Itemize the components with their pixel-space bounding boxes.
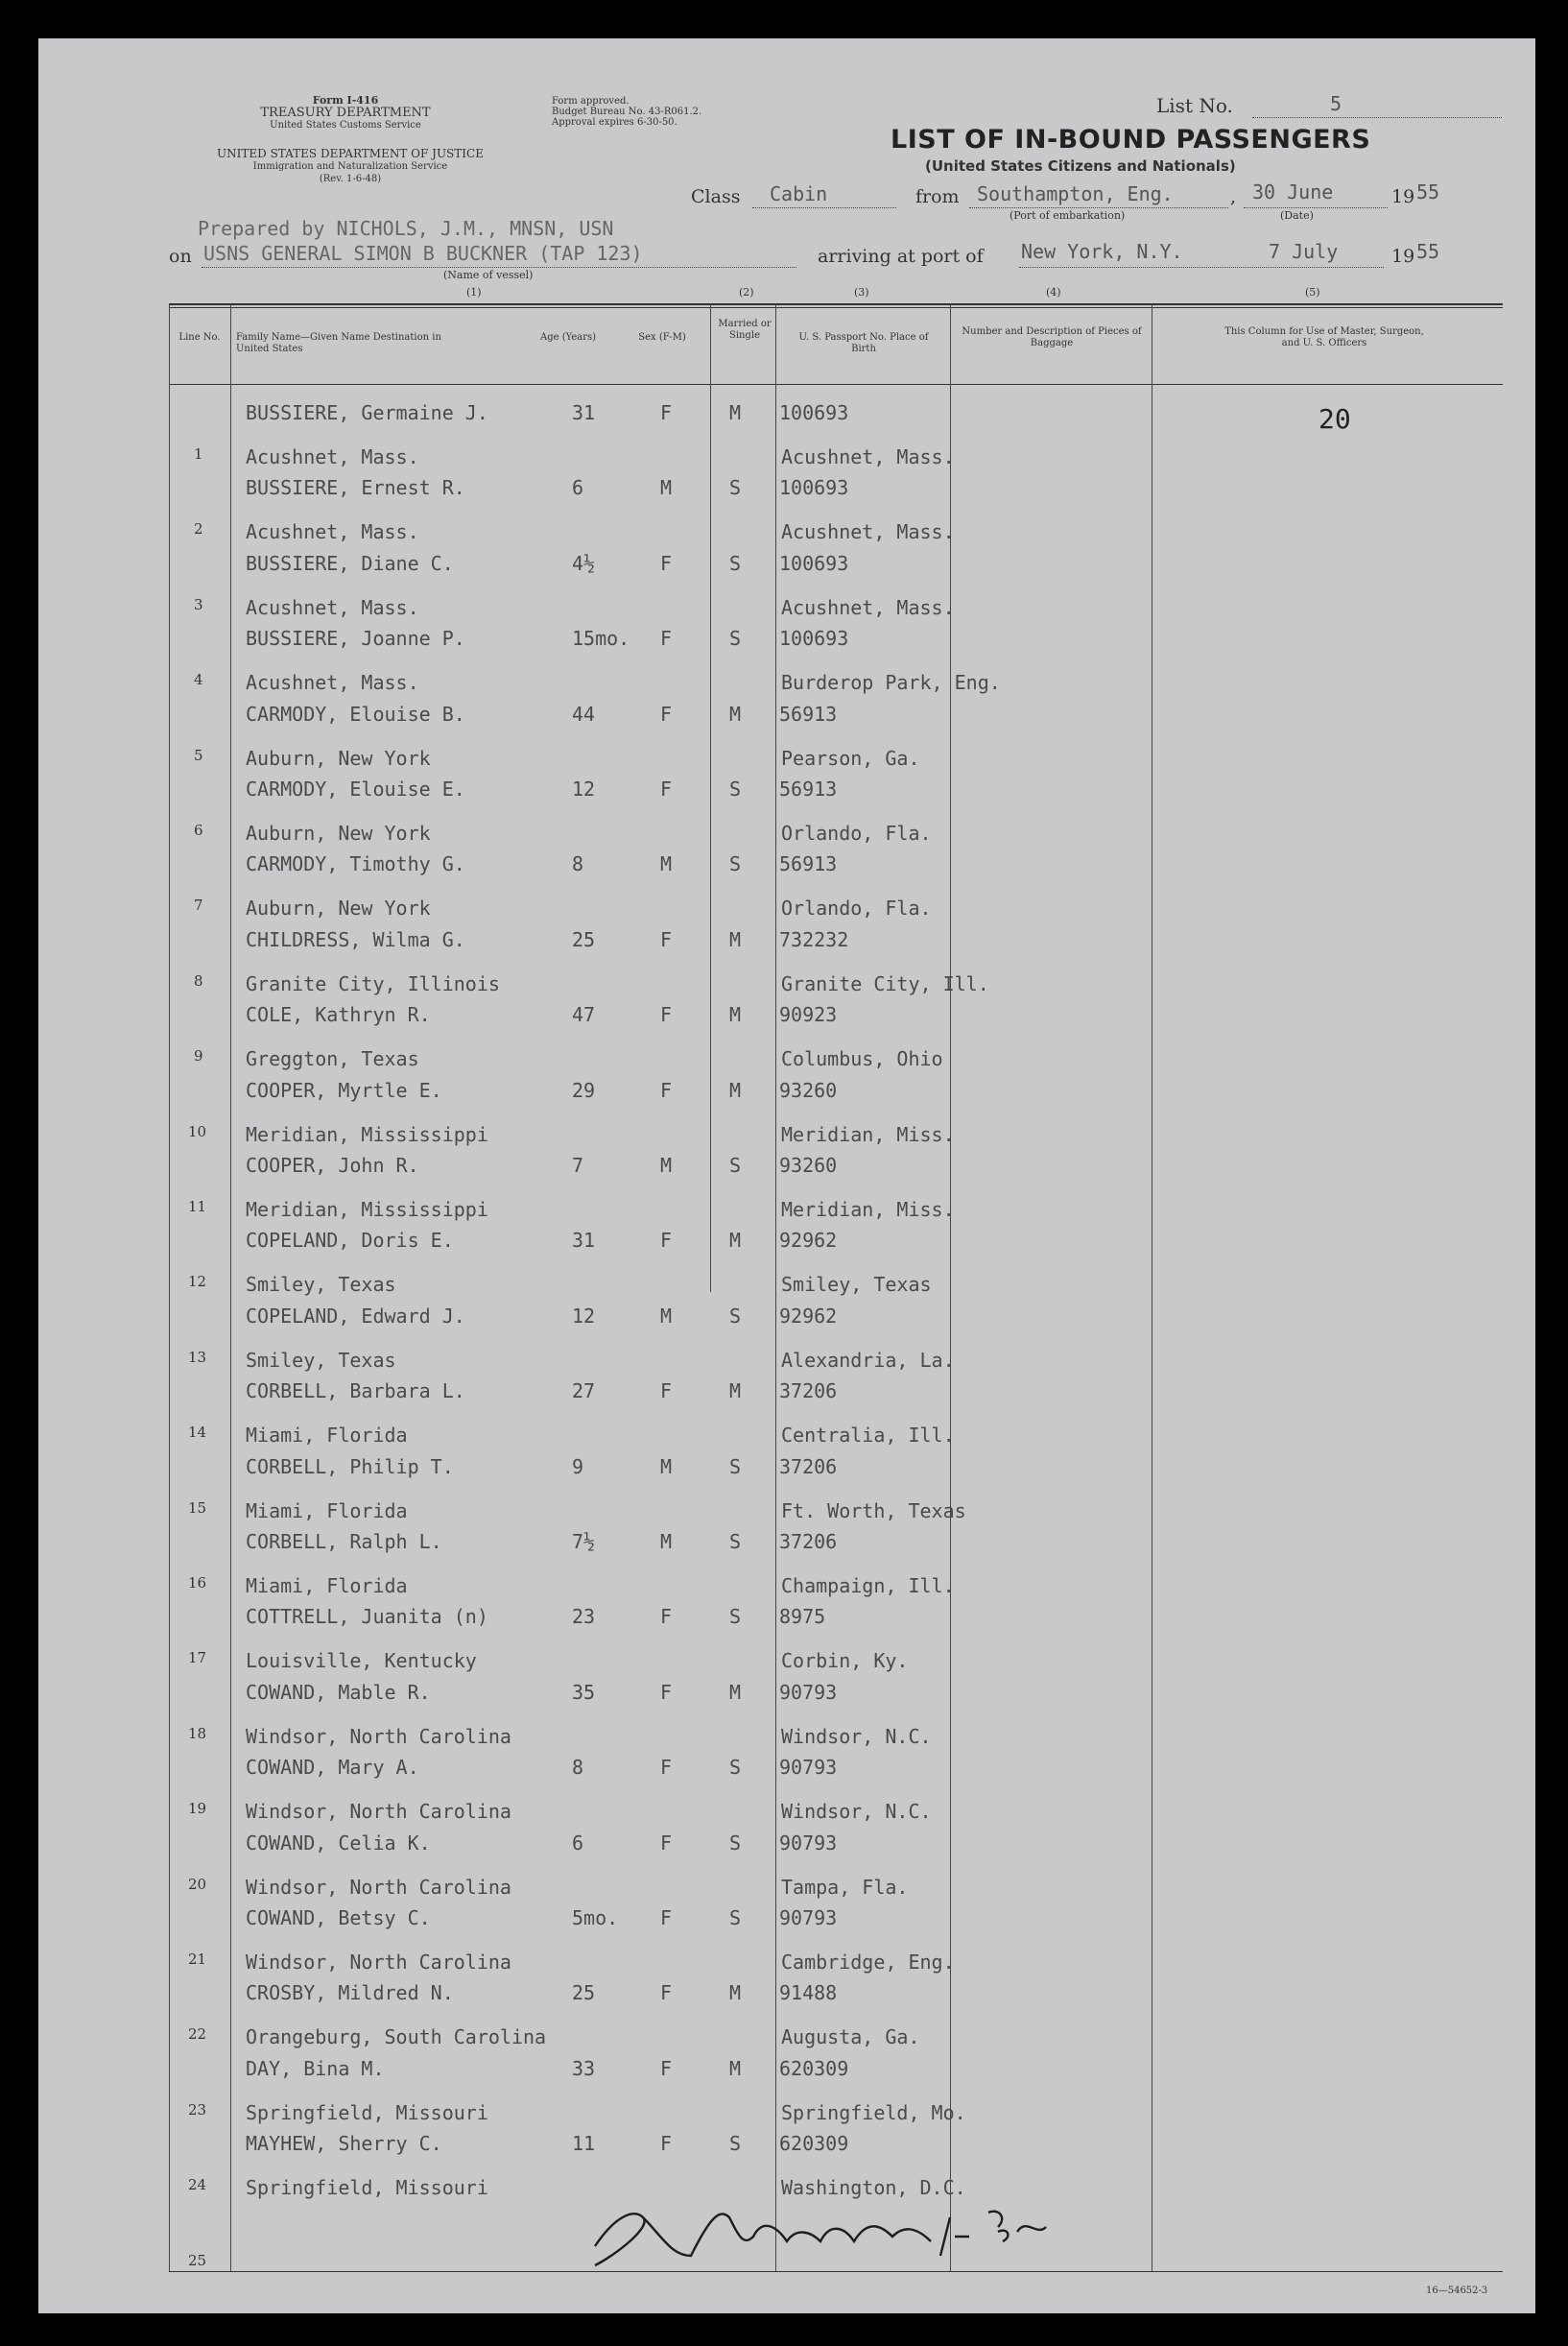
justice-dept-block [163, 148, 537, 185]
passenger-marital: S [729, 1530, 742, 1553]
passenger-name: COLE, Kathryn R. [246, 1003, 431, 1027]
passenger-age: 47 [572, 1003, 596, 1027]
passenger-age: 29 [572, 1078, 596, 1102]
approval-line: Budget Bureau No. 43-R061.2. [552, 107, 702, 117]
place-of-birth: Orlando, Fla. [781, 822, 932, 845]
line-number: 15 [188, 1498, 207, 1517]
destination: Windsor, North Carolina [246, 1800, 511, 1824]
passenger-name: CORBELL, Barbara L. [246, 1379, 465, 1403]
passenger-marital: S [729, 2132, 742, 2156]
passport-number: 92962 [779, 1229, 838, 1253]
departure-date: 30 June [1252, 180, 1334, 203]
destination: Acushnet, Mass. [246, 671, 419, 695]
passenger-name: COPELAND, Edward J. [246, 1304, 465, 1328]
passenger-age: 5mo. [572, 1906, 619, 1929]
revision-line: (Rev. 1-6-48) [319, 174, 382, 184]
place-of-birth: Champaign, Ill. [781, 1574, 955, 1597]
line-number: 19 [188, 1800, 207, 1818]
passenger-marital: M [729, 2056, 742, 2080]
place-of-birth: Alexandria, La. [781, 1348, 955, 1372]
passport-number: 90793 [779, 1680, 838, 1704]
passport-number: 93260 [779, 1078, 838, 1102]
col-head-line-no: Line No. [178, 332, 221, 343]
from-underline [969, 207, 1228, 208]
arrival-underline [1019, 267, 1384, 268]
destination: Acushnet, Mass. [246, 595, 419, 619]
passenger-marital: M [729, 1003, 742, 1027]
col-number: (5) [1305, 286, 1320, 299]
destination: Auburn, New York [246, 822, 431, 845]
table-top-rule [169, 303, 1503, 305]
class-value: Cabin [770, 182, 828, 205]
passenger-marital: M [729, 401, 742, 424]
passenger-sex: M [660, 1530, 673, 1553]
passenger-sex: F [660, 1756, 673, 1780]
line-number: 24 [188, 2176, 207, 2194]
passenger-sex: F [660, 1229, 673, 1253]
officer-signature [576, 2179, 1056, 2285]
on-label: on [169, 246, 192, 267]
destination: Smiley, Texas [246, 1273, 396, 1297]
place-of-birth: Corbin, Ky. [781, 1649, 909, 1673]
destination: Smiley, Texas [246, 1348, 396, 1372]
col-head-baggage: Number and Description of Pieces of Baggage [962, 326, 1142, 348]
passenger-name: BUSSIERE, Ernest R. [246, 476, 465, 500]
place-of-birth: Smiley, Texas [781, 1273, 932, 1297]
passenger-marital: M [729, 1078, 742, 1102]
passenger-age: 6 [572, 1831, 584, 1855]
passenger-age: 4½ [572, 551, 596, 575]
place-of-birth: Washington, D.C. [781, 2176, 966, 2200]
port-embark-caption: (Port of embarkation) [1010, 209, 1126, 222]
line-number: 22 [188, 2025, 207, 2044]
passenger-sex: F [660, 1078, 673, 1102]
passenger-sex: F [660, 1906, 673, 1929]
passenger-marital: M [729, 1379, 742, 1403]
place-of-birth: Centralia, Ill. [781, 1424, 955, 1448]
justice-dept: UNITED STATES DEPARTMENT OF JUSTICE [217, 147, 484, 160]
passenger-sex: F [660, 1379, 673, 1403]
col-number: (2) [739, 286, 754, 299]
passenger-name: CORBELL, Philip T. [246, 1454, 454, 1478]
line-number: 7 [194, 897, 203, 915]
passenger-sex: F [660, 401, 673, 424]
page-title: LIST OF IN-BOUND PASSENGERS [891, 125, 1371, 155]
place-of-birth: Meridian, Miss. [781, 1198, 955, 1221]
col-head-sex: Sex (F-M) [638, 332, 686, 343]
departure-year: 55 [1416, 180, 1440, 203]
comma: , [1230, 186, 1237, 207]
passport-number: 90923 [779, 1003, 838, 1027]
passenger-age: 23 [572, 1605, 596, 1629]
passenger-name: BUSSIERE, Joanne P. [246, 627, 465, 651]
passenger-marital: M [729, 1229, 742, 1253]
destination: Greggton, Texas [246, 1047, 419, 1071]
passenger-name: DAY, Bina M. [246, 2056, 385, 2080]
passport-number: 8975 [779, 1605, 826, 1629]
passenger-sex: M [660, 1454, 673, 1478]
passenger-age: 12 [572, 778, 596, 801]
passport-number: 93260 [779, 1154, 838, 1177]
passenger-sex: F [660, 1981, 673, 2005]
passenger-age: 25 [572, 1981, 596, 2005]
line-number: 17 [188, 1649, 207, 1667]
line-number: 16 [188, 1574, 207, 1592]
destination: Springfield, Missouri [246, 2176, 488, 2200]
passenger-marital: S [729, 1756, 742, 1780]
passport-number: 90793 [779, 1906, 838, 1929]
place-of-birth: Granite City, Ill. [781, 971, 989, 995]
line-number: 3 [194, 595, 203, 613]
passenger-name: CARMODY, Elouise E. [246, 778, 465, 801]
line-number: 14 [188, 1424, 207, 1442]
passenger-sex: M [660, 1304, 673, 1328]
passenger-age: 25 [572, 927, 596, 951]
col-number: (4) [1046, 286, 1061, 299]
passenger-age: 35 [572, 1680, 596, 1704]
vessel-caption: (Name of vessel) [443, 269, 534, 281]
passenger-name: COWAND, Mable R. [246, 1680, 431, 1704]
passenger-name: BUSSIERE, Diane C. [246, 551, 454, 575]
col-head-officers: This Column for Use of Master, Surgeon, and U. S. Officers [1224, 326, 1424, 348]
passport-number: 37206 [779, 1379, 838, 1403]
passport-number: 90793 [779, 1756, 838, 1780]
date-caption: (Date) [1280, 209, 1314, 222]
footer-code: 16—54652-3 [1426, 2286, 1488, 2296]
arrival-year: 55 [1416, 240, 1440, 263]
arrival-date: 7 July [1269, 240, 1339, 263]
place-of-birth: Acushnet, Mass. [781, 595, 955, 619]
passport-number: 37206 [779, 1530, 838, 1553]
passenger-name: COWAND, Betsy C. [246, 1906, 431, 1929]
passport-number: 56913 [779, 702, 838, 726]
page-subtitle: (United States Citizens and Nationals) [925, 157, 1236, 175]
line-number: 21 [188, 1951, 207, 1968]
approval-line: Form approved. [552, 96, 630, 107]
line-number: 1 [194, 445, 203, 463]
passenger-name: CARMODY, Elouise B. [246, 702, 465, 726]
passenger-marital: S [729, 627, 742, 651]
passenger-sex: F [660, 1680, 673, 1704]
destination: Windsor, North Carolina [246, 1951, 511, 1974]
passenger-age: 44 [572, 702, 596, 726]
passport-number: 732232 [779, 927, 849, 951]
passport-number: 620309 [779, 2132, 849, 2156]
manifest-page [38, 38, 1535, 2313]
passenger-name: COTTRELL, Juanita (n) [246, 1605, 488, 1629]
line-number: 25 [188, 2251, 207, 2269]
passenger-age: 8 [572, 852, 584, 876]
class-label: Class [691, 186, 741, 207]
passenger-marital: S [729, 852, 742, 876]
arriving-label: arriving at port of [818, 246, 984, 267]
passport-number: 620309 [779, 2056, 849, 2080]
passenger-marital: M [729, 702, 742, 726]
class-underline [752, 207, 896, 208]
passport-number: 90793 [779, 1831, 838, 1855]
destination: Meridian, Mississippi [246, 1122, 488, 1146]
place-of-birth: Acushnet, Mass. [781, 445, 955, 468]
passport-number: 100693 [779, 627, 849, 651]
passenger-marital: S [729, 1454, 742, 1478]
place-of-birth: Burderop Park, Eng. [781, 671, 1001, 695]
passenger-marital: S [729, 1304, 742, 1328]
passenger-marital: M [729, 927, 742, 951]
passenger-sex: F [660, 778, 673, 801]
from-label: from [915, 186, 960, 207]
col-head-married: Married or Single [718, 319, 772, 341]
passenger-name: CARMODY, Timothy G. [246, 852, 465, 876]
place-of-birth: Acushnet, Mass. [781, 520, 955, 544]
passenger-name: BUSSIERE, Germaine J. [246, 401, 488, 424]
passenger-age: 7 [572, 1154, 584, 1177]
officer-note: 20 [1319, 403, 1351, 435]
prepared-by: Prepared by NICHOLS, J.M., MNSN, USN [198, 217, 614, 240]
place-of-birth: Columbus, Ohio [781, 1047, 943, 1071]
passenger-age: 31 [572, 401, 596, 424]
passport-number: 91488 [779, 1981, 838, 2005]
list-no-label: List No. [1156, 94, 1233, 117]
arrival-port: New York, N.Y. [1021, 240, 1183, 263]
passenger-name: COWAND, Celia K. [246, 1831, 431, 1855]
place-of-birth: Augusta, Ga. [781, 2025, 920, 2049]
passenger-marital: S [729, 551, 742, 575]
passport-number: 100693 [779, 476, 849, 500]
passenger-sex: F [660, 2056, 673, 2080]
line-number: 2 [194, 520, 203, 539]
col-divider [169, 303, 170, 2271]
list-no-underline [1252, 117, 1502, 118]
form-number: Form I-416 [312, 94, 379, 107]
place-of-birth: Springfield, Mo. [781, 2100, 966, 2124]
line-number: 18 [188, 1724, 207, 1742]
date-year-prefix: 19 [1391, 186, 1415, 207]
destination: Acushnet, Mass. [246, 520, 419, 544]
vessel-underline [202, 267, 796, 268]
col-number: (1) [466, 286, 482, 299]
col-divider [230, 303, 231, 2271]
passenger-marital: M [729, 1981, 742, 2005]
passenger-sex: F [660, 551, 673, 575]
passenger-name: COPELAND, Doris E. [246, 1229, 454, 1253]
col-divider [710, 303, 711, 1292]
destination: Windsor, North Carolina [246, 1875, 511, 1899]
destination: Miami, Florida [246, 1574, 408, 1597]
passenger-sex: M [660, 852, 673, 876]
place-of-birth: Tampa, Fla. [781, 1875, 909, 1899]
passport-number: 56913 [779, 778, 838, 801]
line-number: 20 [188, 1875, 207, 1893]
passenger-sex: F [660, 1003, 673, 1027]
arrival-year-prefix: 19 [1391, 246, 1415, 267]
passenger-sex: F [660, 627, 673, 651]
passenger-age: 12 [572, 1304, 596, 1328]
form-id-block [221, 94, 470, 132]
passenger-sex: F [660, 1605, 673, 1629]
destination: Springfield, Missouri [246, 2100, 488, 2124]
passenger-sex: F [660, 702, 673, 726]
treasury-dept: TREASURY DEPARTMENT [260, 106, 431, 120]
vessel-name: USNS GENERAL SIMON B BUCKNER (TAP 123) [203, 242, 643, 265]
passenger-name: COOPER, John R. [246, 1154, 419, 1177]
line-number: 12 [188, 1273, 207, 1291]
passenger-name: MAYHEW, Sherry C. [246, 2132, 442, 2156]
passenger-name: COWAND, Mary A. [246, 1756, 419, 1780]
passport-number: 56913 [779, 852, 838, 876]
line-number: 13 [188, 1348, 207, 1366]
passenger-marital: S [729, 476, 742, 500]
destination: Granite City, Illinois [246, 971, 500, 995]
passenger-name: CROSBY, Mildred N. [246, 1981, 454, 2005]
place-of-birth: Meridian, Miss. [781, 1122, 955, 1146]
col-number: (3) [854, 286, 869, 299]
col-head-name: Family Name—Given Name Destination in United States [236, 332, 441, 354]
passport-number: 37206 [779, 1454, 838, 1478]
destination: Miami, Florida [246, 1498, 408, 1522]
passenger-marital: S [729, 1605, 742, 1629]
passport-number: 100693 [779, 401, 849, 424]
destination: Auburn, New York [246, 897, 431, 921]
date-underline [1244, 207, 1388, 208]
line-number: 6 [194, 822, 203, 839]
line-number: 8 [194, 971, 203, 990]
passenger-name: COOPER, Myrtle E. [246, 1078, 442, 1102]
destination: Orangeburg, South Carolina [246, 2025, 547, 2049]
col-divider [775, 303, 776, 2271]
line-number: 9 [194, 1047, 203, 1065]
passenger-marital: S [729, 778, 742, 801]
passenger-age: 33 [572, 2056, 596, 2080]
destination: Auburn, New York [246, 746, 431, 770]
destination: Windsor, North Carolina [246, 1724, 511, 1748]
line-number: 23 [188, 2100, 207, 2119]
place-of-birth: Orlando, Fla. [781, 897, 932, 921]
destination: Miami, Florida [246, 1424, 408, 1448]
destination: Louisville, Kentucky [246, 1649, 477, 1673]
place-of-birth: Ft. Worth, Texas [781, 1498, 966, 1522]
header-bottom-rule [169, 384, 1503, 385]
passenger-name: CHILDRESS, Wilma G. [246, 927, 465, 951]
passport-number: 92962 [779, 1304, 838, 1328]
passenger-name: CORBELL, Ralph L. [246, 1530, 442, 1553]
table-top-rule-2 [169, 307, 1503, 308]
passenger-marital: S [729, 1831, 742, 1855]
passenger-sex: F [660, 1831, 673, 1855]
passenger-marital: S [729, 1906, 742, 1929]
place-of-birth: Cambridge, Eng. [781, 1951, 955, 1974]
passenger-sex: F [660, 927, 673, 951]
passenger-marital: S [729, 1154, 742, 1177]
place-of-birth: Pearson, Ga. [781, 746, 920, 770]
line-number: 11 [188, 1198, 207, 1215]
place-of-birth: Windsor, N.C. [781, 1724, 932, 1748]
passport-number: 100693 [779, 551, 849, 575]
passenger-age: 15mo. [572, 627, 630, 651]
destination: Acushnet, Mass. [246, 445, 419, 468]
line-number: 5 [194, 746, 203, 764]
approval-line: Approval expires 6-30-50. [552, 117, 677, 128]
col-head-age: Age (Years) [539, 332, 597, 343]
from-value: Southampton, Eng. [977, 182, 1174, 205]
passenger-sex: M [660, 476, 673, 500]
destination: Meridian, Mississippi [246, 1198, 488, 1221]
list-no-value: 5 [1330, 92, 1342, 115]
passenger-age: 8 [572, 1756, 584, 1780]
passenger-age: 31 [572, 1229, 596, 1253]
approval-block [552, 96, 701, 128]
col-head-passport: U. S. Passport No. Place of Birth [798, 332, 929, 354]
ins-line: Immigration and Naturalization Service [252, 161, 448, 172]
passenger-age: 11 [572, 2132, 596, 2156]
passenger-sex: F [660, 2132, 673, 2156]
place-of-birth: Windsor, N.C. [781, 1800, 932, 1824]
passenger-age: 9 [572, 1454, 584, 1478]
passenger-age: 27 [572, 1379, 596, 1403]
customs-service: United States Customs Service [270, 120, 421, 131]
passenger-age: 7½ [572, 1530, 596, 1553]
passenger-marital: M [729, 1680, 742, 1704]
passenger-sex: M [660, 1154, 673, 1177]
passenger-age: 6 [572, 476, 584, 500]
line-number: 4 [194, 671, 203, 689]
line-number: 10 [188, 1122, 207, 1140]
